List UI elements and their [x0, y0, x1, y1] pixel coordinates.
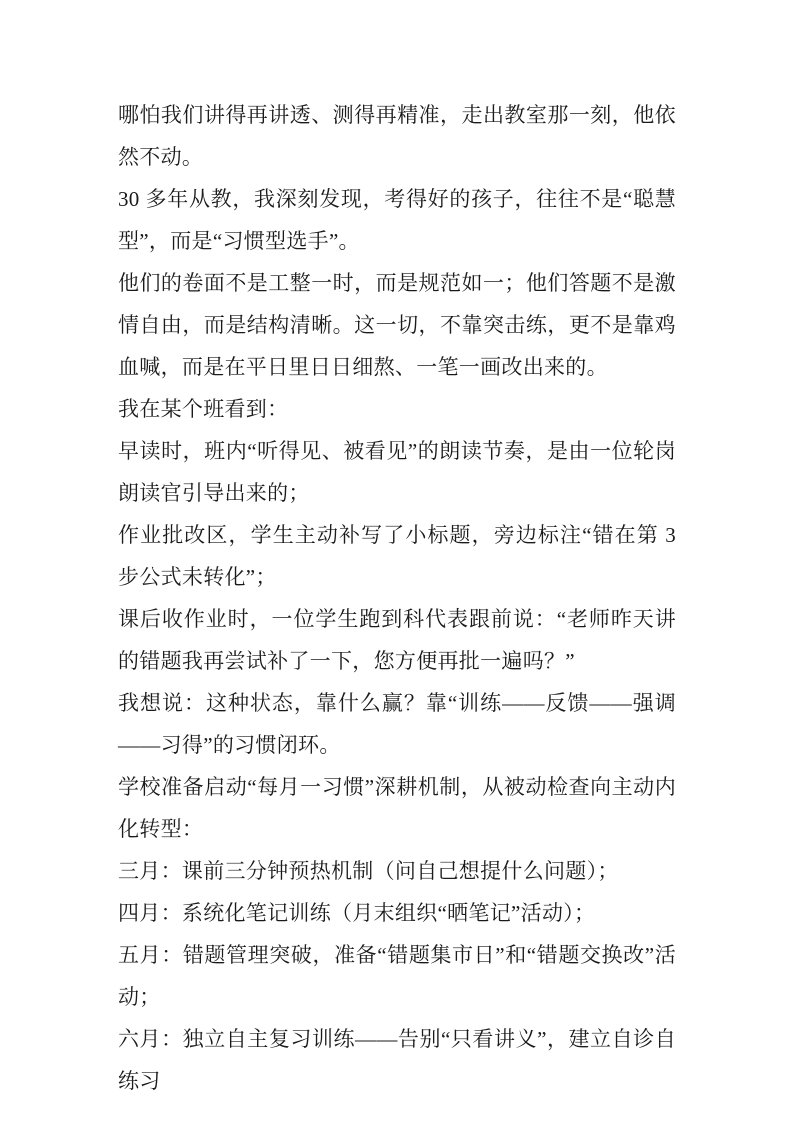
paragraph: 我在某个班看到：	[118, 397, 289, 421]
paragraph: 作业批改区，学生主动补写了小标题，旁边标注“错在第 3 步公式未转化”；	[118, 523, 676, 589]
paragraph: 五月：错题管理突破，准备“错题集市日”和“错题交换改”活动；	[118, 943, 676, 1009]
paragraph: 三月：课前三分钟预热机制（问自己想提什么问题）；	[118, 859, 619, 883]
document-body	[118, 94, 676, 1102]
paragraph: 六月：独立自主复习训练——告别“只看讲义”，建立自诊自练习	[118, 1027, 676, 1093]
paragraph: 课后收作业时，一位学生跑到科代表跟前说：“老师昨天讲的错题我再尝试补了一下，您方便再批一遍吗？”	[118, 607, 676, 673]
paragraph: 我想说：这种状态，靠什么赢？靠“训练——反馈——强调——习得”的习惯闭环。	[118, 691, 676, 757]
paragraph: 早读时，班内“听得见、被看见”的朗读节奏，是由一位轮岗朗读官引导出来的；	[118, 439, 676, 505]
paragraph: 30 多年从教，我深刻发现，考得好的孩子，往往不是“聪慧型”，而是“习惯型选手”。	[118, 187, 676, 253]
paragraph: 四月：系统化笔记训练（月末组织“晒笔记”活动）；	[118, 901, 596, 925]
paragraph: 他们的卷面不是工整一时，而是规范如一；他们答题不是激情自由，而是结构清晰。这一切，不靠突击练，更不是靠鸡血喊，而是在平日里日日细熬、一笔一画改出来的。	[118, 271, 676, 379]
paragraph: 哪怕我们讲得再讲透、测得再精准，走出教室那一刻，他依然不动。	[118, 103, 676, 169]
paragraph: 学校准备启动“每月一习惯”深耕机制，从被动检查向主动内化转型：	[118, 775, 676, 841]
